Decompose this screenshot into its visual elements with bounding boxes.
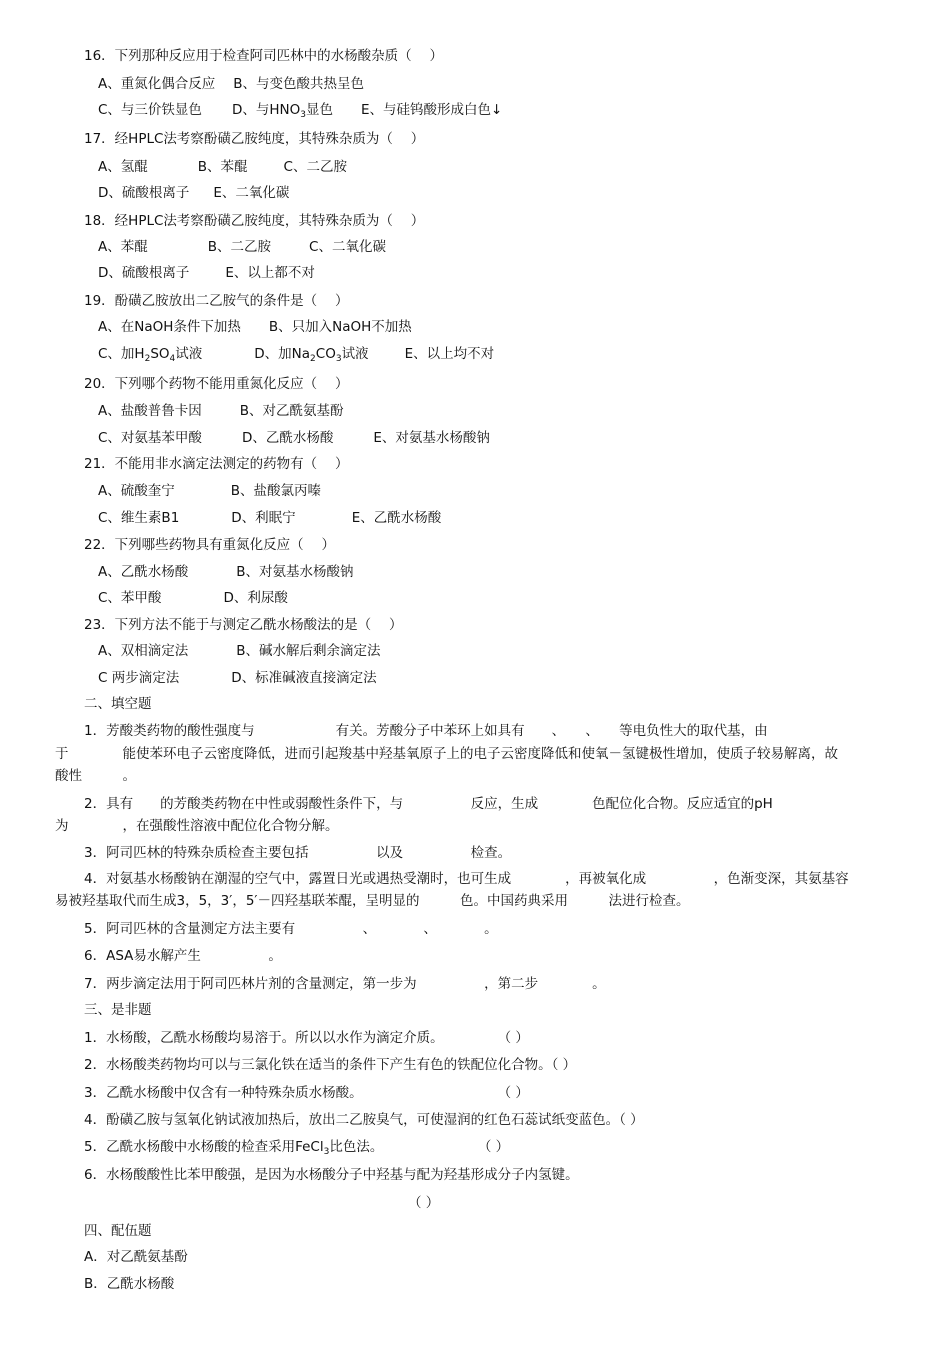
q20-options-row2: [98, 428, 490, 448]
q23-option-c: C 两步滴定法: [98, 670, 180, 686]
q16-options-row1: [98, 74, 364, 94]
q16-option-d: D、与$HNO_3$显色: [231, 102, 333, 120]
q23-option-d: D、标准碱液直接滴定法: [231, 670, 377, 686]
q23-options-row1: [98, 641, 381, 661]
q21-option-a: A、硫酸奎宁: [98, 483, 175, 499]
true-false-4: 4．酚磺乙胺与氢氧化钠试液加热后，放出二乙胺臭气，可使湿润的红色石蕊试纸变蓝色。（ ）: [84, 1112, 644, 1128]
q16-option-b: B、与变色酸共热呈色: [233, 76, 365, 92]
fill-1-line-1: 1．芳酸类药物的酸性强度与 有关。芳酸分子中苯环上如具有 、 、 等电负性大的取代基，由: [84, 723, 768, 739]
section-fill-blank-heading: 二、填空题: [84, 696, 152, 712]
fill-1-line-2: 于 能使苯环电子云密度降低，进而引起羧基中羟基氧原子上的电子云密度降低和使氧－氢键极性增加，使质子较易解离，故: [55, 746, 838, 762]
q16-option-c: C、与三价铁显色: [98, 102, 202, 118]
q19-option-c: C、加$H_2SO_4$试液: [98, 346, 203, 364]
fill-6: 6．ASA易水解产生 。: [84, 948, 282, 964]
q23-option-b: B、碱水解后剩余滴定法: [236, 643, 381, 659]
q18-option-e: E、以上都不对: [225, 265, 315, 281]
q20-option-d: D、乙酰水杨酸: [241, 430, 334, 446]
q18-options-row1: [98, 237, 386, 257]
section-matching-heading: 四、配伍题: [84, 1223, 152, 1239]
q19-option-a: A、在NaOH条件下加热: [98, 319, 241, 335]
q16-option-a: A、重氮化偶合反应: [98, 76, 216, 92]
q19-option-d: D、加$Na_2CO_3$试液: [254, 346, 369, 364]
fill-4-line-1: 4．对氨基水杨酸钠在潮湿的空气中，露置日光或遇热受潮时，也可生成 ，再被氧化成 ，色渐变深，其氨基容: [84, 871, 849, 887]
fill-1-line-3: 酸性 。: [55, 768, 136, 784]
fill-4-line-2: 易被羟基取代而生成3，5，3′，5′－四羟基联苯醌，呈明显的 色。中国药典采用 法进行检查。: [55, 893, 690, 909]
matching-option-b: B．乙酰水杨酸: [84, 1276, 175, 1292]
fill-7: 7．两步滴定法用于阿司匹林片剂的含量测定，第一步为 ，第二步 。: [84, 976, 606, 992]
q16-stem: 16．下列那种反应用于检查阿司匹林中的水杨酸杂质（ ）: [84, 48, 443, 64]
true-false-6-answer-bracket: （ ）: [408, 1195, 440, 1211]
q17-option-a: A、氢醌: [98, 159, 148, 175]
fill-2-line-1: 2．具有 的芳酸类药物在中性或弱酸性条件下，与 反应，生成 色配位化合物。反应适宜的pH: [84, 796, 773, 812]
q17-options-row1: [98, 157, 347, 177]
q21-option-d: D、利眠宁: [231, 510, 296, 526]
q17-options-row2: [98, 183, 289, 203]
q19-option-b: B、只加入NaOH不加热: [268, 319, 412, 335]
q19-options-row1: [98, 317, 412, 337]
fill-5: 5．阿司匹林的含量测定方法主要有 、 、 。: [84, 921, 498, 937]
q18-option-a: A、苯醌: [98, 239, 148, 255]
true-false-6: 6．水杨酸酸性比苯甲酸强，是因为水杨酸分子中羟基与配为羟基形成分子内氢键。: [84, 1167, 579, 1183]
q20-option-e: E、对氨基水杨酸钠: [373, 430, 490, 446]
q23-option-a: A、双相滴定法: [98, 643, 189, 659]
q17-option-d: D、硫酸根离子: [98, 185, 190, 201]
fill-3: 3．阿司匹林的特殊杂质检查主要包括 以及 检查。: [84, 845, 512, 861]
q22-option-c: C、苯甲酸: [98, 590, 162, 606]
q21-option-c: C、维生素B1: [98, 510, 180, 526]
q23-stem: 23．下列方法不能于与测定乙酰水杨酸法的是（ ）: [84, 617, 403, 633]
q22-option-a: A、乙酰水杨酸: [98, 564, 189, 580]
q21-option-e: E、乙酰水杨酸: [351, 510, 442, 526]
q19-option-e: E、以上均不对: [404, 346, 495, 362]
q21-options-row1: [98, 481, 321, 501]
q20-options-row1: [98, 401, 344, 421]
true-false-2: 2．水杨酸类药物均可以与三氯化铁在适当的条件下产生有色的铁配位化合物。（ ）: [84, 1057, 577, 1073]
q20-option-b: B、对乙酰氨基酚: [239, 403, 344, 419]
q20-stem: 20．下列哪个药物不能用重氮化反应（ ）: [84, 376, 349, 392]
q17-stem: 17．经HPLC法考察酚磺乙胺纯度，其特殊杂质为（ ）: [84, 131, 425, 147]
section-true-false-heading: 三、是非题: [84, 1002, 152, 1018]
true-false-5: 5．乙酰水杨酸中水杨酸的检查采用FeCl$_3$比色法。 （ ）: [84, 1139, 510, 1157]
q21-stem: 21．不能用非水滴定法测定的药物有（ ）: [84, 456, 349, 472]
q18-options-row2: [98, 263, 315, 283]
q19-options-row2: [98, 344, 494, 364]
q22-option-b: B、对氨基水杨酸钠: [236, 564, 354, 580]
q20-option-c: C、对氨基苯甲酸: [98, 430, 202, 446]
q21-options-row2: [98, 508, 441, 528]
q21-option-b: B、盐酸氯丙嗪: [230, 483, 322, 499]
q16-option-e: E、与硅钨酸形成白色↓: [360, 102, 503, 118]
q17-option-c: C、二乙胺: [283, 159, 347, 175]
fill-2-line-2: 为 ，在强酸性溶液中配位化合物分解。: [55, 818, 339, 834]
matching-option-a: A．对乙酰氨基酚: [84, 1249, 188, 1265]
q18-option-b: B、二乙胺: [207, 239, 272, 255]
q18-stem: 18．经HPLC法考察酚磺乙胺纯度，其特殊杂质为（ ）: [84, 213, 425, 229]
q18-option-c: C、二氧化碳: [309, 239, 386, 255]
q19-stem: 19．酚磺乙胺放出二乙胺气的条件是（ ）: [84, 293, 349, 309]
true-false-3: 3．乙酰水杨酸中仅含有一种特殊杂质水杨酸。 （ ）: [84, 1085, 529, 1101]
q22-options-row1: [98, 562, 354, 582]
q22-stem: 22．下列哪些药物具有重氮化反应（ ）: [84, 537, 335, 553]
q22-options-row2: [98, 588, 288, 608]
q17-option-e: E、二氧化碳: [213, 185, 290, 201]
true-false-1: 1．水杨酸，乙酰水杨酸均易溶于。所以以水作为滴定介质。 （ ）: [84, 1030, 529, 1046]
q22-option-d: D、利尿酸: [223, 590, 288, 606]
q17-option-b: B、苯醌: [197, 159, 248, 175]
q20-option-a: A、盐酸普鲁卡因: [98, 403, 202, 419]
q16-options-row2: [98, 100, 502, 120]
q18-option-d: D、硫酸根离子: [98, 265, 190, 281]
q23-options-row2: [98, 668, 377, 688]
